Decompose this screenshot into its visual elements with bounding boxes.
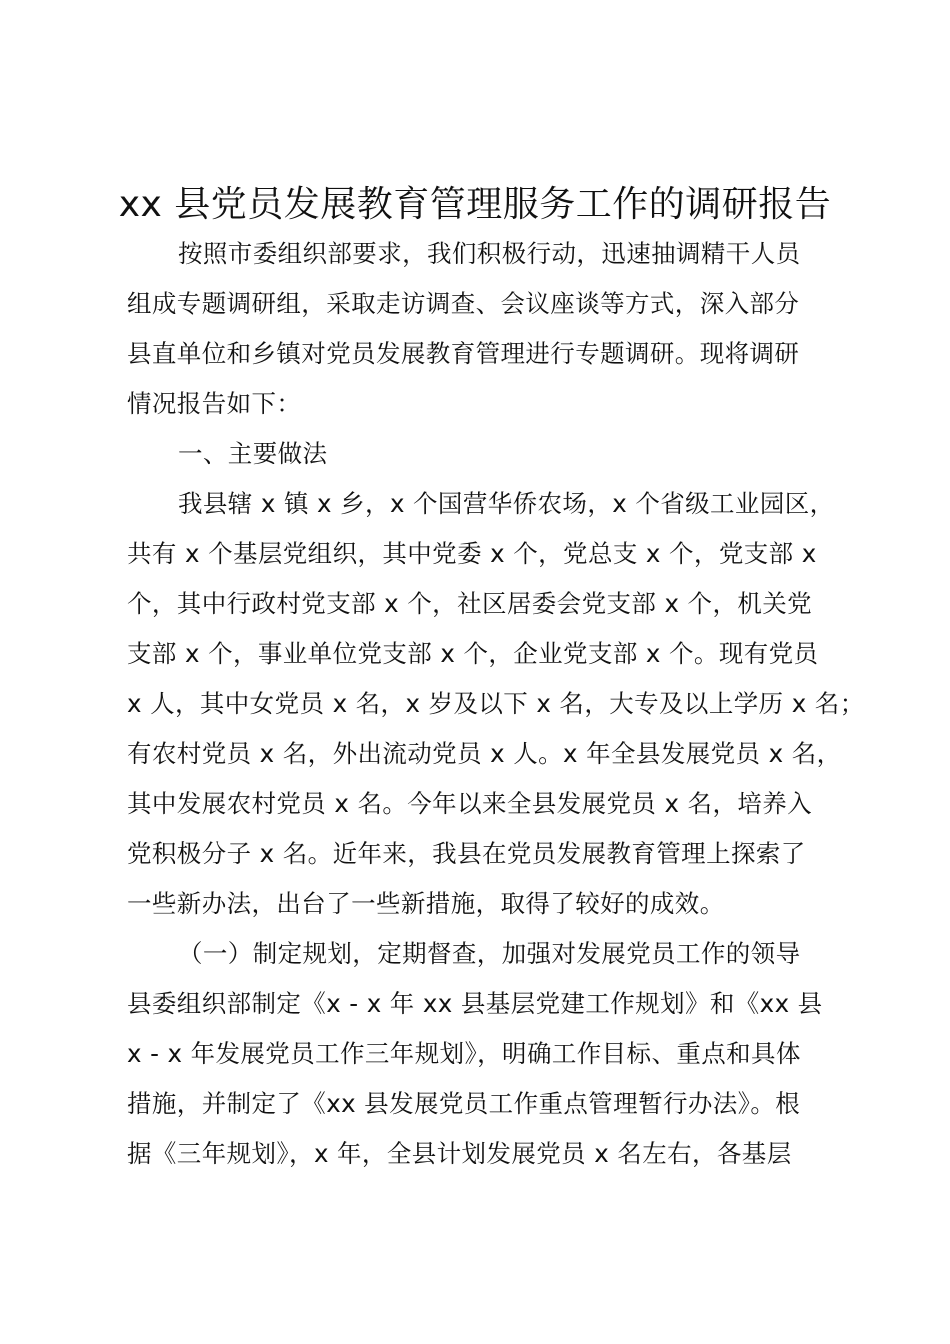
paragraph-line: 我县辖 x 镇 x 乡，x 个国营华侨农场，x 个省级工业园区， — [178, 489, 835, 518]
paragraph-line: 县直单位和乡镇对党员发展教育管理进行专题调研。现将调研 — [127, 339, 800, 368]
document-title: xx 县党员发展教育管理服务工作的调研报告 — [118, 184, 832, 225]
paragraph-line: 党积极分子 x 名。近年来，我县在党员发展教育管理上探索了 — [127, 839, 806, 868]
paragraph-line: 支部 x 个，事业单位党支部 x 个，企业党支部 x 个。现有党员 — [127, 639, 819, 668]
paragraph-line: 个，其中行政村党支部 x 个，社区居委会党支部 x 个，机关党 — [127, 589, 813, 618]
paragraph-line: 措施，并制定了《xx 县发展党员工作重点管理暂行办法》。根 — [127, 1089, 801, 1118]
paragraph-line: x 人，其中女党员 x 名，x 岁及以下 x 名，大专及以上学历 x 名； — [127, 689, 865, 718]
subsection-heading: （一）制定规划，定期督查，加强对发展党员工作的领导 — [178, 939, 801, 968]
paragraph-line: 一些新办法，出台了一些新措施，取得了较好的成效。 — [127, 889, 725, 918]
paragraph-line: 县委组织部制定《x - x 年 xx 县基层党建工作规划》和《xx 县 — [127, 989, 823, 1018]
paragraph-line: 有农村党员 x 名，外出流动党员 x 人。x 年全县发展党员 x 名， — [127, 739, 842, 768]
paragraph-line: 组成专题调研组，采取走访调查、会议座谈等方式，深入部分 — [127, 289, 800, 318]
paragraph-line: 其中发展农村党员 x 名。今年以来全县发展党员 x 名，培养入 — [127, 789, 813, 818]
paragraph-line: x - x 年发展党员工作三年规划》，明确工作目标、重点和具体 — [127, 1039, 801, 1068]
paragraph-line: 据《三年规划》，x 年，全县计划发展党员 x 名左右，各基层 — [127, 1139, 792, 1168]
section-heading: 一、主要做法 — [178, 439, 328, 468]
paragraph-line: 按照市委组织部要求，我们积极行动，迅速抽调精干人员 — [178, 239, 801, 268]
paragraph-line: 情况报告如下： — [127, 389, 302, 418]
paragraph-line: 共有 x 个基层党组织，其中党委 x 个，党总支 x 个，党支部 x — [127, 539, 817, 568]
